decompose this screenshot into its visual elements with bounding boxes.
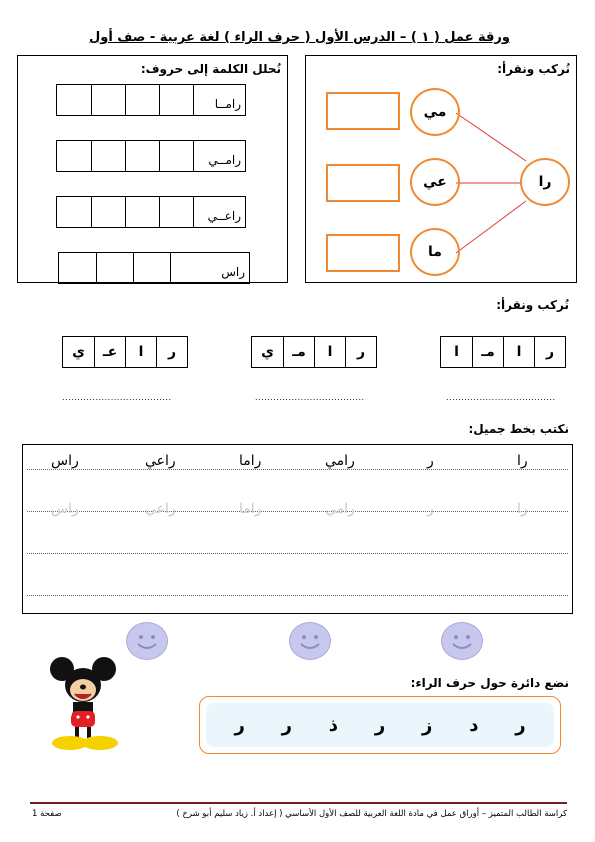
circle-letter[interactable]: ر (374, 714, 386, 736)
footer-rule (30, 802, 567, 804)
dotted-line (27, 553, 568, 554)
letter-cell[interactable] (57, 197, 91, 227)
circle-letter[interactable]: ذ (328, 714, 339, 736)
circle-title: نضع دائرة حول حرف الراء: (410, 676, 569, 690)
analyze-word: راس (170, 253, 249, 283)
letter-cell: ر (534, 337, 565, 367)
trace-word: راعي (145, 501, 176, 517)
smiley-face-icon (289, 622, 331, 660)
smiley-face-icon (441, 622, 483, 660)
letter-cell[interactable] (96, 253, 133, 283)
mickey-mouse-image (44, 655, 124, 755)
letter-strip (199, 696, 561, 754)
trace-word: راما (239, 501, 262, 517)
analyze-row-4 (58, 252, 250, 284)
model-word: راس (51, 453, 79, 469)
letter-cell: ا (314, 337, 345, 367)
model-word: راما (239, 453, 262, 469)
compose2-title: نُركب ونقرأ: (496, 298, 569, 312)
trace-word: رامي (325, 501, 355, 517)
write-title: نكتب بخط جميل: (468, 422, 569, 436)
page-title: ورقة عمل ( ١ ) – الدرس الأول ( حرف الراء ) لغة عربية - صف أول (88, 30, 510, 45)
letter-cell[interactable] (159, 141, 193, 171)
letter-cell[interactable] (57, 141, 91, 171)
trace-word: ر (427, 501, 434, 517)
answer-box-3[interactable] (326, 234, 400, 272)
syllable-circle-3: ما (410, 228, 460, 276)
letter-cell[interactable] (125, 197, 159, 227)
compose-title: نُركب ونقرأ: (497, 62, 570, 76)
analyze-row-1 (56, 84, 246, 116)
model-word: راعي (145, 453, 176, 469)
circle-letter[interactable]: ر (515, 714, 526, 736)
answer-box-1[interactable] (326, 92, 400, 130)
letter-cell[interactable] (91, 197, 125, 227)
analyze-word: راعــي (193, 197, 245, 227)
dotted-line (27, 511, 568, 512)
letter-group-3 (62, 336, 188, 368)
letter-cell: ا (503, 337, 534, 367)
compose-panel (305, 55, 577, 283)
letter-cell[interactable] (125, 85, 159, 115)
letter-cell[interactable] (159, 197, 193, 227)
letter-group-1 (440, 336, 566, 368)
analyze-panel (17, 55, 288, 283)
letter-cell[interactable] (125, 141, 159, 171)
letter-cell[interactable] (91, 85, 125, 115)
analyze-row-3 (56, 196, 246, 228)
letter-cell: مـ (283, 337, 314, 367)
analyze-title: نُحلل الكلمة إلى حروف: (140, 62, 281, 76)
dotted-line (27, 595, 568, 596)
syllable-circle-1: مي (410, 88, 460, 136)
trace-word: را (517, 501, 528, 517)
letter-cell[interactable] (57, 85, 91, 115)
letter-cell: عـ (94, 337, 125, 367)
center-circle: را (520, 158, 570, 206)
dotted-line (27, 469, 568, 470)
letter-cell: ر (345, 337, 376, 367)
answer-line-2[interactable]: .................................... (255, 393, 365, 402)
circle-letter[interactable]: د (469, 714, 479, 736)
letter-cell[interactable] (159, 85, 193, 115)
letter-cell: ر (156, 337, 187, 367)
trace-word: راس (51, 501, 79, 517)
circle-letter[interactable]: ر (234, 714, 245, 736)
answer-line-1[interactable]: .................................... (446, 393, 556, 402)
letter-cell: ي (261, 344, 274, 360)
letter-cell: مـ (472, 337, 503, 367)
analyze-word: رامــي (193, 141, 245, 171)
letter-group-2 (251, 336, 377, 368)
smiley-face-icon (126, 622, 168, 660)
model-word: را (517, 453, 528, 469)
answer-box-2[interactable] (326, 164, 400, 202)
letter-cell: ي (72, 344, 85, 360)
letter-cell[interactable] (133, 253, 170, 283)
analyze-row-2 (56, 140, 246, 172)
analyze-word: رامــا (193, 85, 245, 115)
letter-cell: ا (454, 344, 459, 360)
letter-cell: ا (125, 337, 156, 367)
syllable-circle-2: عي (410, 158, 460, 206)
letter-cell[interactable] (59, 253, 96, 283)
footer-credit: كراسة الطالب المتميز – أوراق عمل في مادة اللغة العربية للصف الأول الأساسي ( إعداد أ. زياد سليم أبو شرخ ) (176, 809, 567, 819)
answer-line-3[interactable]: .................................... (62, 393, 172, 402)
circle-letter[interactable]: ر (281, 714, 292, 736)
letter-cell[interactable] (91, 141, 125, 171)
model-word: ر (427, 453, 434, 469)
write-panel (22, 444, 573, 614)
footer-page-number: صفحة 1 (32, 809, 62, 819)
model-word: رامي (325, 453, 355, 469)
circle-letter[interactable]: ز (422, 714, 433, 736)
